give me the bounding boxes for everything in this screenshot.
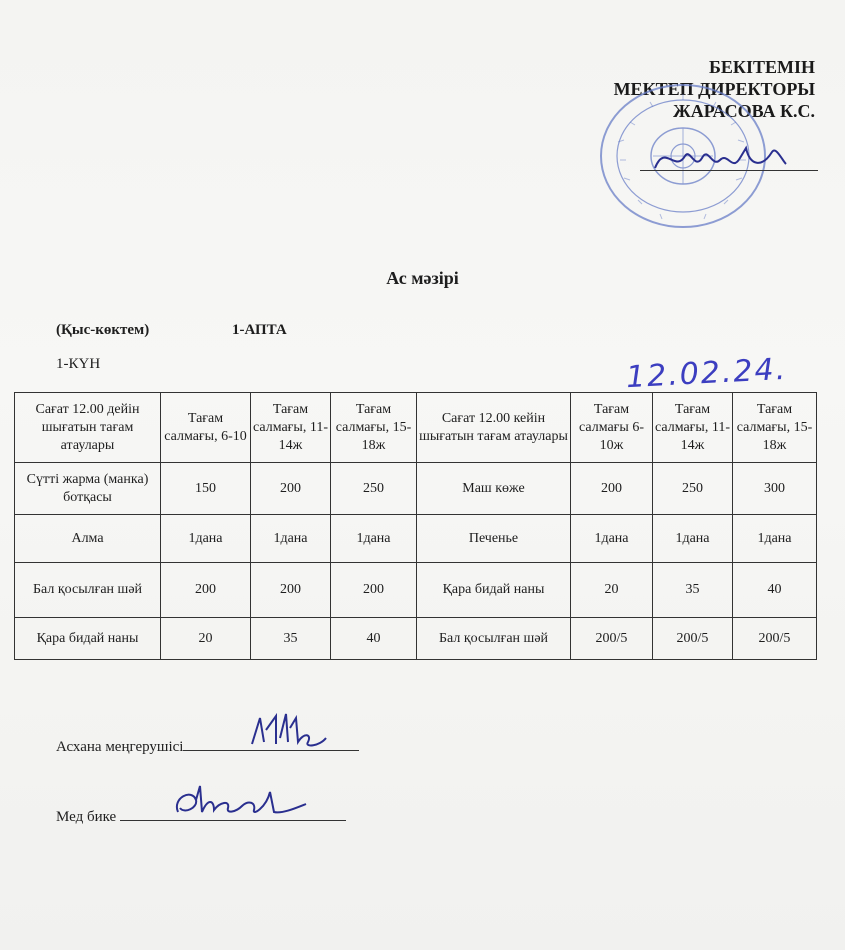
table-row [15,563,817,618]
table-cell: 250 [653,463,733,515]
table-cell: 40 [733,563,817,618]
cook-signature-icon [246,708,330,752]
header-cell: Тағам салмағы, 11-14ж [251,393,331,463]
season-label: (Қыс-көктем) [56,322,150,338]
page-title: Ас мәзірі [386,268,459,288]
header-cell: Тағам салмағы, 11-14ж [653,393,733,463]
cook-label: Асхана меңгерушісі [56,739,184,755]
approval-position: МЕКТЕП ДИРЕКТОРЫ [613,79,815,99]
table-cell: Қара бидай наны [15,618,161,660]
table-cell: Алма [15,515,161,563]
table-row [15,515,817,563]
table-cell: 40 [331,618,417,660]
menu-table [14,392,817,660]
table-cell: 200 [251,463,331,515]
table-cell: 200/5 [733,618,817,660]
director-signature-icon [650,138,790,180]
table-cell: 1дана [161,515,251,563]
day-label: 1-КҮН [56,356,101,372]
table-cell: Бал қосылған шәй [15,563,161,618]
nurse-label: Мед бике [56,809,117,825]
header-cell: Тағам салмағы 6-10ж [571,393,653,463]
header-cell: Тағам салмағы, 15-18ж [733,393,817,463]
header-cell: Тағам салмағы, 6-10 [161,393,251,463]
table-cell: Маш көже [417,463,571,515]
nurse-signature-icon [170,778,310,822]
table-cell: Бал қосылған шәй [417,618,571,660]
week-label: 1-АПТА [232,322,287,338]
table-cell: 1дана [733,515,817,563]
table-cell: 200 [251,563,331,618]
table-row [15,463,817,515]
approval-heading: БЕКІТЕМІН [709,57,815,77]
table-header-row [15,393,817,463]
table-cell: 200/5 [571,618,653,660]
table-cell: 1дана [331,515,417,563]
handwritten-date: 12.02.24. [625,351,788,396]
table-cell: 1дана [571,515,653,563]
header-cell: Тағам салмағы, 15-18ж [331,393,417,463]
approval-name: ЖАРАСОВА К.С. [672,101,815,121]
table-cell: Қара бидай наны [417,563,571,618]
table-cell: 20 [161,618,251,660]
table-cell: 35 [251,618,331,660]
table-cell: 200/5 [653,618,733,660]
table-cell: 150 [161,463,251,515]
table-row [15,618,817,660]
table-cell: 200 [571,463,653,515]
table-cell: 1дана [653,515,733,563]
header-cell: Сағат 12.00 кейін шығатын тағам атаулары [417,393,571,463]
table-cell: Сүтті жарма (манка) ботқасы [15,463,161,515]
table-cell: 1дана [251,515,331,563]
table-cell: 35 [653,563,733,618]
table-cell: 200 [331,563,417,618]
table-cell: Печенье [417,515,571,563]
header-cell: Сағат 12.00 дейін шығатын тағам атаулары [15,393,161,463]
table-cell: 300 [733,463,817,515]
table-cell: 200 [161,563,251,618]
table-cell: 20 [571,563,653,618]
table-cell: 250 [331,463,417,515]
